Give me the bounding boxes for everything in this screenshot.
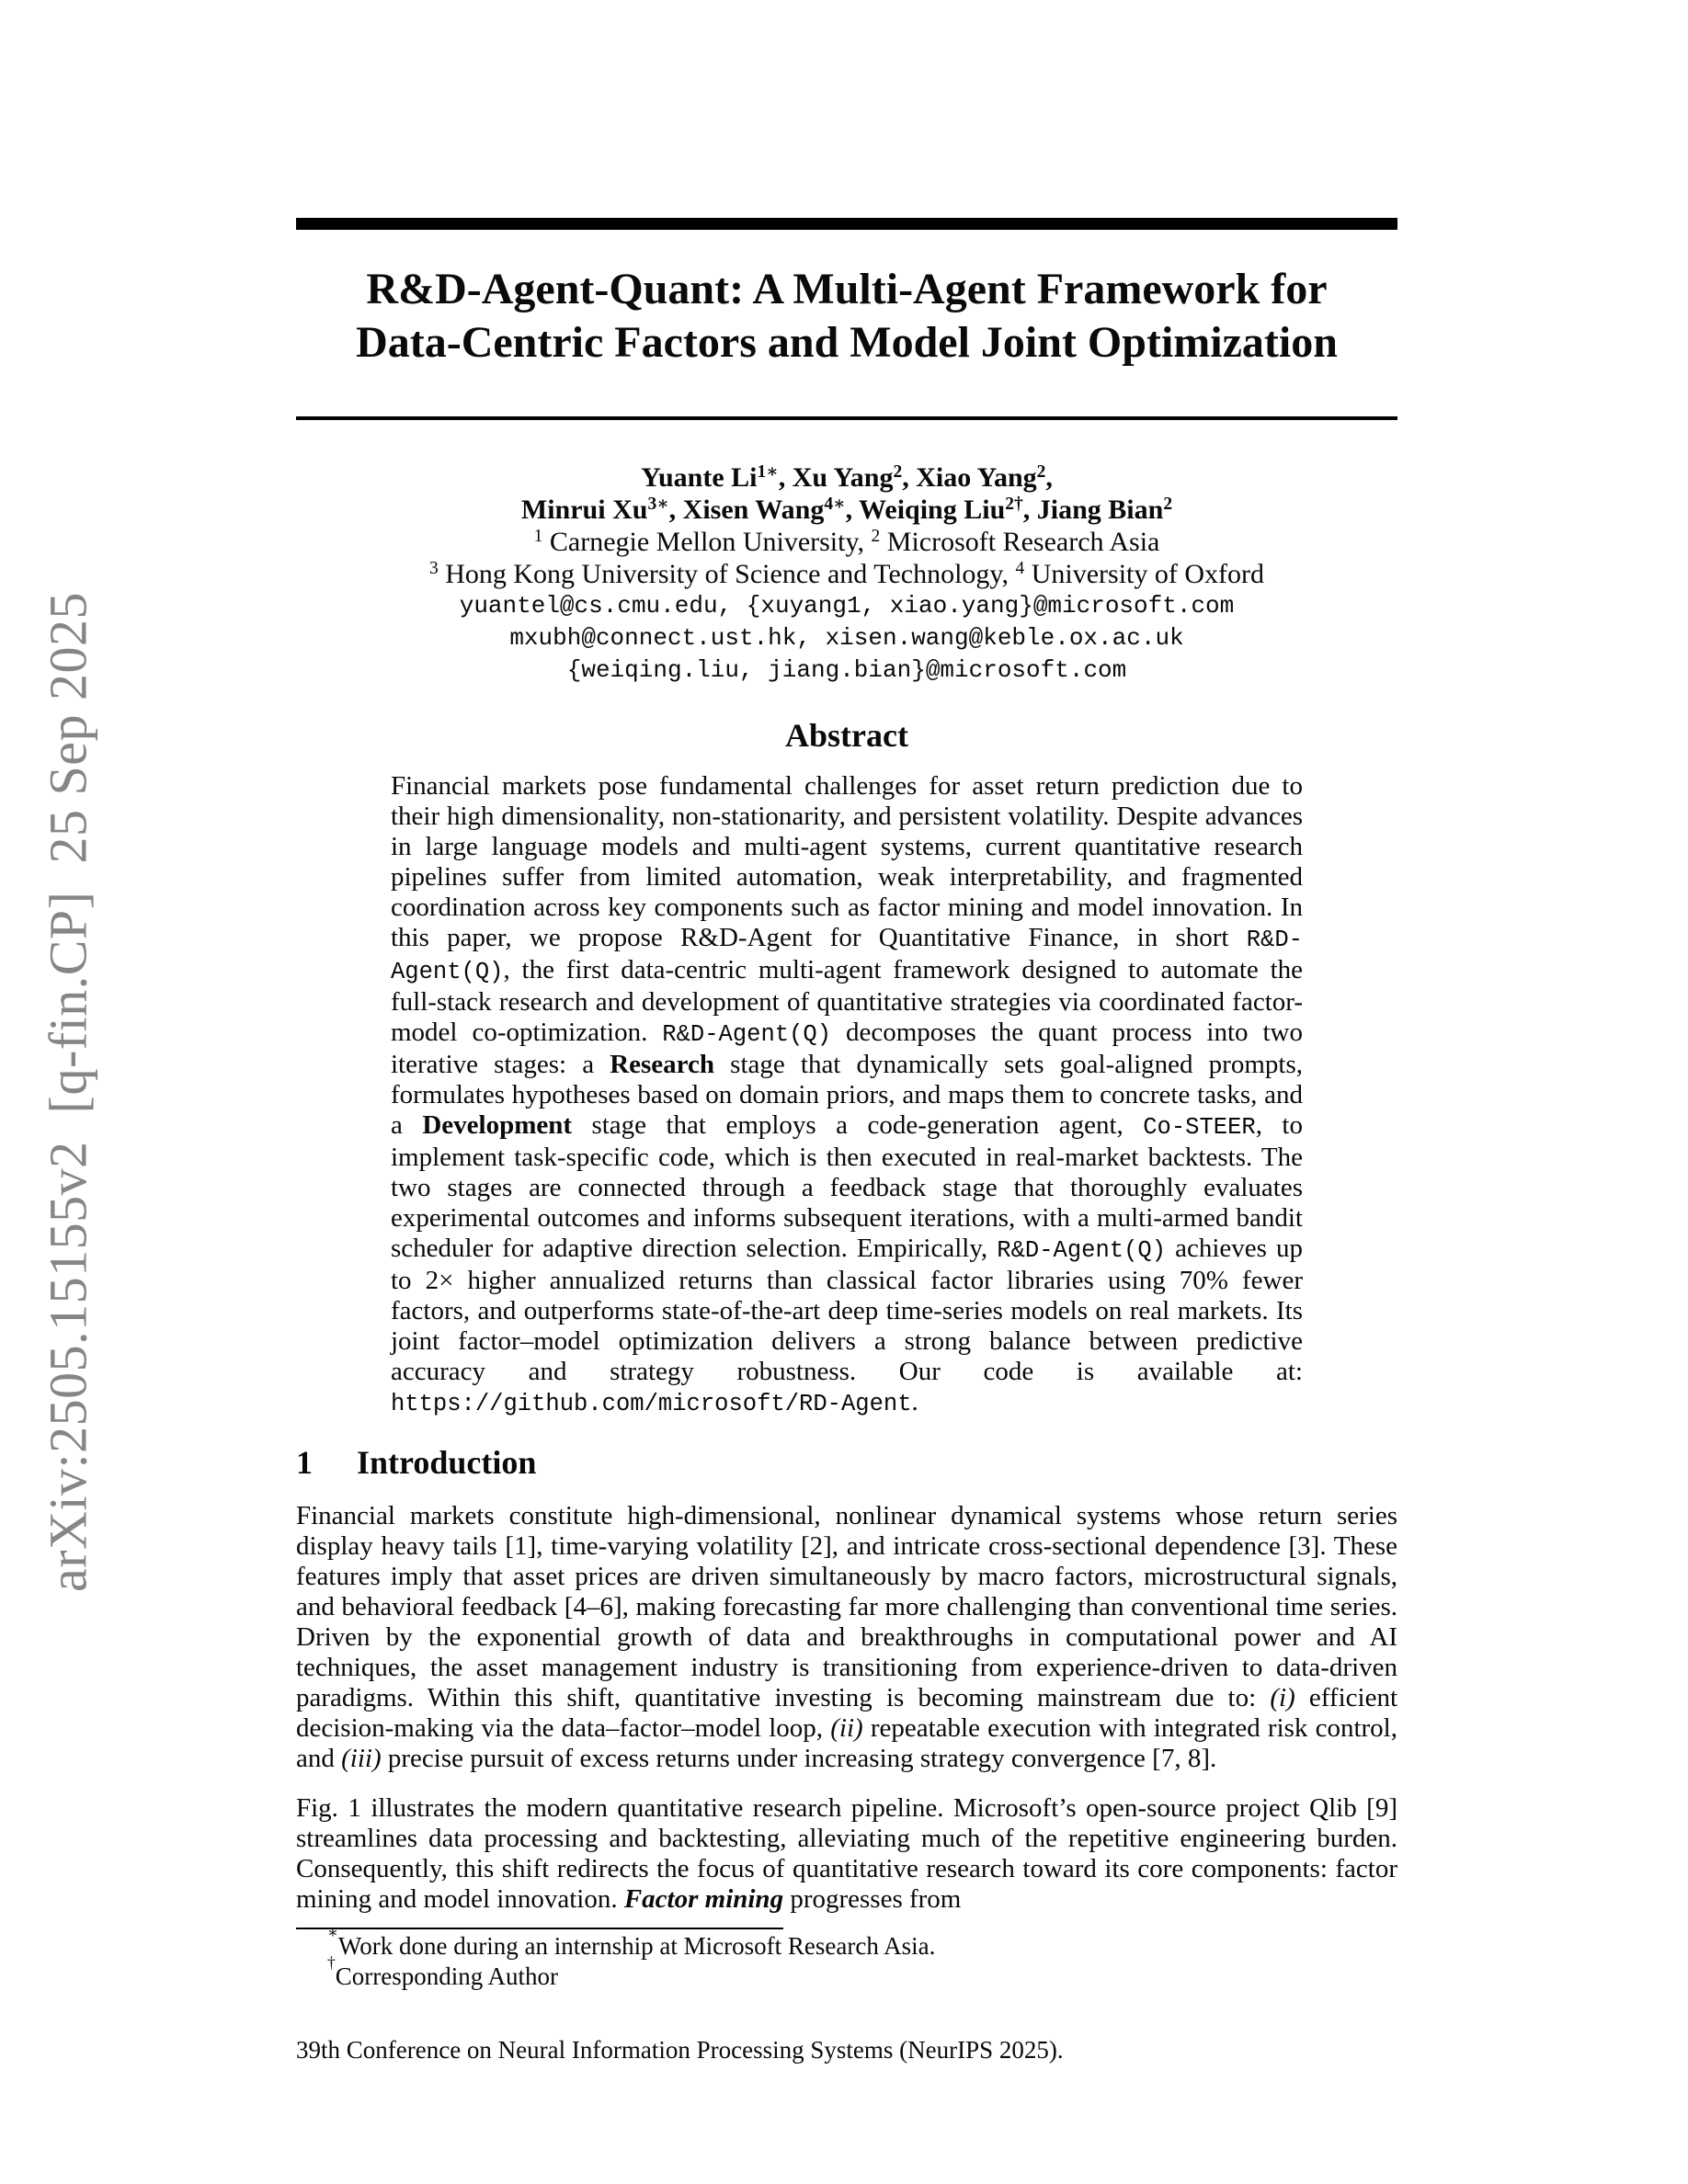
email-line-2: mxubh@connect.ust.hk, xisen.wang@keble.ox.ac.uk (509, 624, 1184, 652)
text-segment: (ii) (830, 1713, 863, 1743)
text-segment: 3 (428, 559, 439, 579)
text-segment: 3∗ (647, 495, 669, 515)
text-segment: decomposes the quant process into two iterative stages: a (391, 1018, 1303, 1079)
text-segment: 4 (1015, 559, 1025, 579)
author-line-2 (296, 494, 1397, 526)
text-segment: 1 (533, 527, 543, 547)
text-segment: 2 (871, 527, 881, 547)
author-line-1 (296, 461, 1397, 494)
title-rule-bottom (296, 416, 1397, 420)
text-segment: R&D-Agent(Q) (662, 1021, 832, 1048)
text-segment: R&D-Agent(Q) (997, 1237, 1167, 1264)
text-segment: achieves up to 2× higher annualized returns than classical factor libraries using 70% fewer factors, and outperforms state-of-the-art deep time-series models on real markets. Its joint factor–model optimization delivers a strong balance between predictive accuracy and strategy robustness. Our code is available at: (391, 1234, 1303, 1386)
footnote-text: Work done during an internship at Microsoft Research Asia. (337, 1932, 936, 1960)
conference-footer: 39th Conference on Neural Information Processing Systems (NeurIPS 2025). (296, 2036, 1064, 2064)
text-segment: , (902, 462, 917, 493)
text-segment: , the first data-centric multi-agent framework designed to automate the full-stack research and development of quantitative strategies via coordinated factor-model co-optimization. (391, 955, 1303, 1047)
text-segment: Jiang Bian (1036, 495, 1164, 525)
text-segment: Co-STEER (1143, 1114, 1256, 1141)
paper-title (296, 263, 1397, 370)
text-segment: Yuante Li (641, 462, 758, 493)
section-number: 1 (296, 1444, 313, 1481)
email-line-3: {weiqing.liu, jiang.bian}@microsoft.com (566, 656, 1127, 684)
text-segment: Financial markets pose fundamental challenges for asset return prediction due to their high dimensionality, non-stationarity, and persistent volatility. Despite advances in large language models and multi-agent systems, current quantitative research pipelines suffer from limited automation, weak interpretability, and fragmented coordination across key components such as factor mining and model innovation. In this paper, we propose R&D-Agent for Quantitative Finance, in short (391, 771, 1303, 952)
text-segment: precise pursuit of excess returns under increasing strategy convergence [7, 8]. (381, 1744, 1217, 1773)
text-segment: 2 (1163, 495, 1173, 515)
text-segment: Carnegie Mellon University, (542, 527, 872, 557)
text-segment: 2 (1036, 462, 1046, 483)
text-segment: Hong Kong University of Science and Technology, (438, 559, 1016, 589)
text-segment: Xu Yang (792, 462, 894, 493)
text-segment: 4∗ (824, 495, 846, 515)
text-segment: Microsoft Research Asia (880, 527, 1160, 557)
abstract-heading: Abstract (785, 717, 908, 754)
author-block (296, 461, 1397, 687)
text-segment: , (1022, 495, 1037, 525)
asterisk-footnote-marker: ∗ (327, 1923, 338, 1942)
dagger-footnote-marker: † (327, 1953, 336, 1973)
text-segment: Research (610, 1050, 715, 1079)
text-segment: , (778, 462, 793, 493)
text-segment: , (845, 495, 860, 525)
abstract-text (391, 771, 1303, 1419)
text-segment: 2 (893, 462, 903, 483)
section-heading-introduction (296, 1443, 1397, 1482)
affiliation-line-2 (296, 558, 1397, 590)
footnote-internship (296, 1923, 1397, 1962)
text-segment: Development (422, 1110, 573, 1140)
text-segment: , (668, 495, 683, 525)
text-segment: Xisen Wang (682, 495, 825, 525)
text-segment: University of Oxford (1024, 559, 1265, 589)
footnote-rule (296, 1928, 783, 1929)
text-segment: progresses from (783, 1884, 962, 1914)
text-segment: Financial markets constitute high-dimensional, nonlinear dynamical systems whose return series display heavy tails [1], time-varying volatility [2], and intricate cross-sectional dependence [3]. These features imply that asset prices are driven simultaneously by macro factors, microstructural signals, and behavioral feedback [4–6], making forecasting far more challenging than conventional time series. Driven by the exponential growth of data and breakthroughs in computational power and AI techniques, the asset management industry is transitioning from experience-driven to data-driven paradigms. Within this shift, quantitative investing is becoming mainstream due to: (296, 1501, 1397, 1712)
footnotes (296, 1923, 1397, 1992)
footnote-corresponding-author (296, 1953, 1397, 1992)
text-segment: . (911, 1387, 918, 1416)
github-link[interactable]: https://github.com/microsoft/RD-Agent (391, 1391, 912, 1417)
section-title: Introduction (357, 1444, 537, 1481)
text-segment: , to implement task-specific code, which is then executed in real-market backtests. The two stages are connected through a feedback stage that thoroughly evaluates experimental outcomes and informs subsequent iterations, with a multi-armed bandit scheduler for adaptive direction selection. Empirically, (391, 1110, 1303, 1263)
paper-title-line-2: Data-Centric Factors and Model Joint Optimization (356, 318, 1338, 367)
intro-paragraph-1 (296, 1501, 1397, 1774)
text-segment: Xiao Yang (916, 462, 1037, 493)
title-rule-top (296, 218, 1397, 230)
text-segment: 2† (1005, 495, 1023, 515)
text-segment: R&D-Agent(Q) (391, 927, 1303, 985)
text-segment: repeatable execution with integrated risk control, and (296, 1713, 1397, 1773)
text-segment: Weiqing Liu (859, 495, 1006, 525)
intro-paragraph-2 (296, 1793, 1397, 1915)
paper-title-line-1: R&D-Agent-Quant: A Multi-Agent Framework for (366, 265, 1328, 313)
affiliation-line-1 (296, 526, 1397, 558)
text-column (296, 0, 1397, 2065)
email-line-1: yuantel@cs.cmu.edu, {xuyang1, xiao.yang}@microsoft.com (459, 592, 1235, 620)
text-segment: Factor mining (623, 1884, 784, 1914)
text-segment: (i) (1270, 1683, 1295, 1712)
text-segment: 1∗ (757, 462, 779, 483)
text-segment: Minrui Xu (520, 495, 648, 525)
text-segment: , (1045, 462, 1053, 493)
arxiv-watermark: arXiv:2505.15155v2 [q-fin.CP] 25 Sep 2025 (38, 592, 98, 1592)
text-segment: stage that dynamically sets goal-aligned prompts, formulates hypotheses based on domain priors, and maps them to concrete tasks, and a (391, 1050, 1303, 1140)
footnote-text: Corresponding Author (335, 1962, 559, 1990)
text-segment: stage that employs a code-generation agent, (572, 1110, 1144, 1140)
text-segment: Fig. 1 illustrates the modern quantitative research pipeline. Microsoft’s open-source project Qlib [9] streamlines data processing and backtesting, alleviating much of the repetitive engineering burden. Consequently, this shift redirects the focus of quantitative research toward its core components: factor mining and model innovation. (296, 1793, 1397, 1914)
text-segment: efficient decision-making via the data–factor–model loop, (296, 1683, 1397, 1743)
text-segment: (iii) (341, 1744, 382, 1773)
